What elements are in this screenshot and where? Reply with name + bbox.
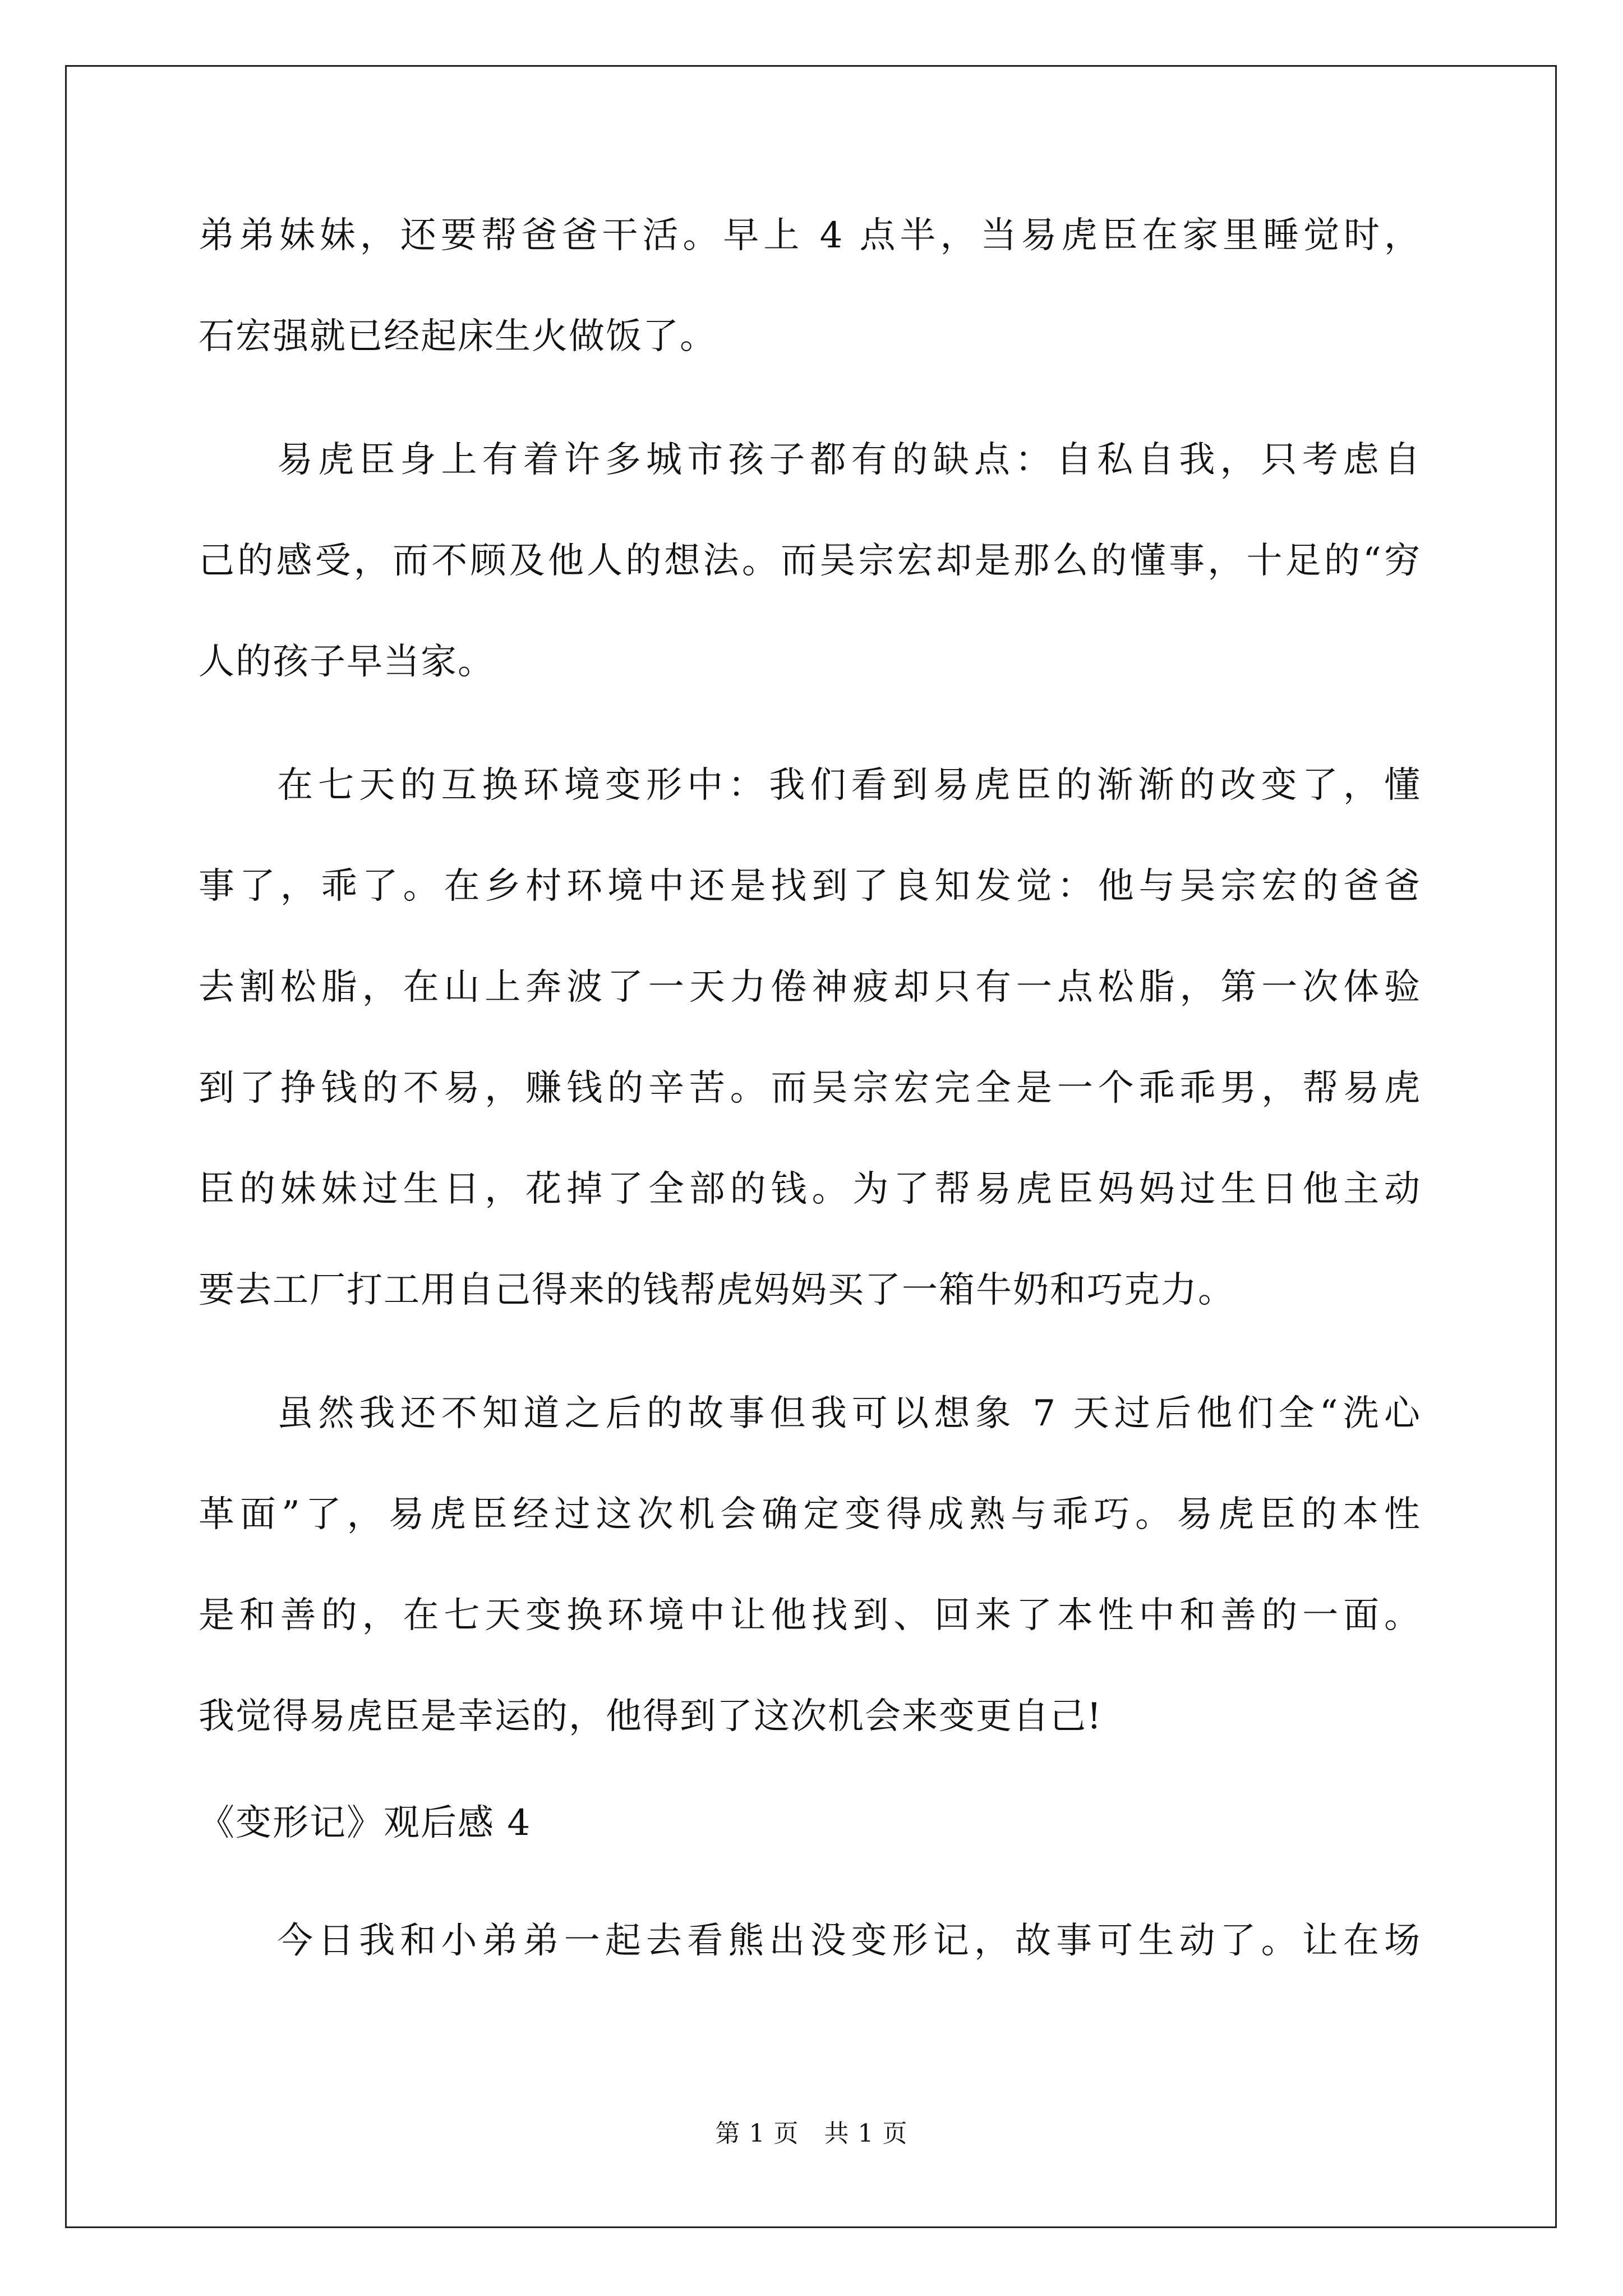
text-line: 石宏强就已经起床生火做饭了。 <box>199 316 717 357</box>
page-footer: 第 1 页 共 1 页 <box>715 2119 908 2148</box>
text-line: 我觉得易虎臣是幸运的，他得到了这次机会来变更自己! <box>199 1696 1103 1737</box>
paragraph-first-line: 虽然我还不知道之后的故事但我可以想象 7 天过后他们全“洗心 <box>277 1393 1421 1434</box>
text-line: 人的孩子早当家。 <box>199 641 495 683</box>
text-line: 是和善的，在七天变换环境中让他找到、回来了本性中和善的一面。 <box>199 1595 1421 1636</box>
text-line: 到了挣钱的不易，赚钱的辛苦。而吴宗宏完全是一个乖乖男，帮易虎 <box>199 1068 1421 1109</box>
text-line: 要去工厂打工用自己得来的钱帮虎妈妈买了一箱牛奶和巧克力。 <box>199 1269 1235 1311</box>
paragraph-first-line: 在七天的互换环境变形中：我们看到易虎臣的渐渐的改变了，懂 <box>277 765 1421 806</box>
text-line: 去割松脂，在山上奔波了一天力倦神疲却只有一点松脂，第一次体验 <box>199 967 1421 1008</box>
text-line: 臣的妹妹过生日，花掉了全部的钱。为了帮易虎臣妈妈过生日他主动 <box>199 1168 1421 1210</box>
page-border <box>65 65 1557 2228</box>
paragraph-first-line: 易虎臣身上有着许多城市孩子都有的缺点：自私自我，只考虑自 <box>277 439 1421 481</box>
text-line: 弟弟妹妹，还要帮爸爸干活。早上 4 点半，当易虎臣在家里睡觉时， <box>199 215 1421 256</box>
text-line: 事了，乖了。在乡村环境中还是找到了良知发觉：他与吴宗宏的爸爸 <box>199 866 1421 907</box>
section-heading: 《变形记》观后感 4 <box>199 1802 532 1844</box>
paragraph-first-line: 今日我和小弟弟一起去看熊出没变形记，故事可生动了。让在场 <box>277 1920 1421 1962</box>
text-line: 己的感受，而不顾及他人的想法。而吴宗宏却是那么的懂事，十足的“穷 <box>199 540 1421 582</box>
text-line: 革面”了，易虎臣经过这次机会确定变得成熟与乖巧。易虎臣的本性 <box>199 1494 1421 1535</box>
